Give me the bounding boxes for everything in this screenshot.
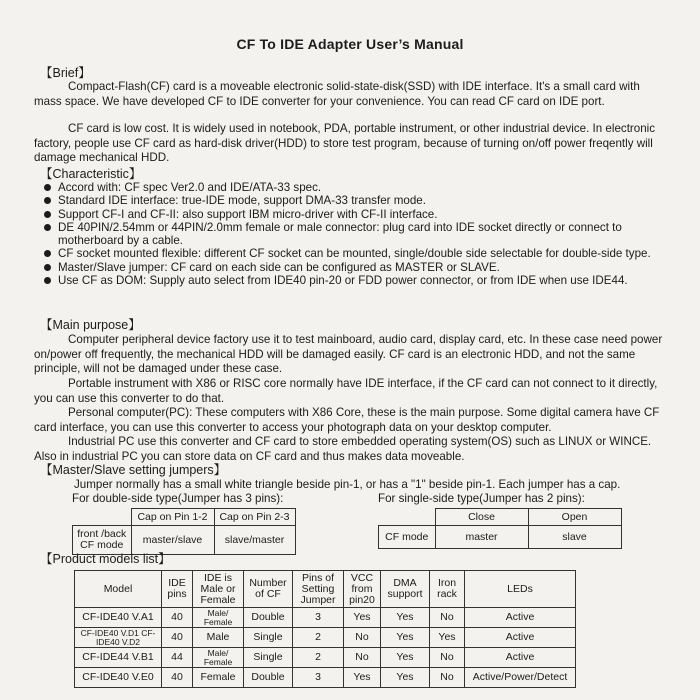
purpose-paragraph-2: Portable instrument with X86 or RISC core normally have IDE interface, if the CF card can not connect to it directly, you can use this converter to do that. [34, 377, 658, 405]
table-cell: Active [465, 648, 576, 668]
table-cell: CF-IDE40 V.D1 CF-IDE40 V.D2 [75, 628, 162, 648]
list-item: DE 40PIN/2.54mm or 44PIN/2.0mm female or male connector: plug card into IDE socket directly or connect to motherboard by a cable. [40, 221, 668, 248]
section-heading-models: 【Product models list】 [40, 552, 171, 566]
characteristic-list [40, 181, 668, 287]
table-cell: Yes [381, 608, 430, 628]
list-item: Standard IDE interface: true-IDE mode, support DMA-33 transfer mode. [40, 194, 668, 207]
table-header: LEDs [465, 571, 576, 608]
brief-paragraph-2: CF card is low cost. It is widely used in notebook, PDA, portable instrument, or other industrial device. In electronic factory, people use CF card as hard-disk driver(HDD) to store test program, because of turning on/off power freqently will damage mechanical HDD. [34, 122, 656, 165]
table-cell: 40 [162, 608, 193, 628]
list-item: CF socket mounted flexible: different CF socket can be mounted, single/double side selectable for double-side type. [40, 247, 668, 260]
table-header: Cap on Pin 1-2 [131, 509, 214, 526]
list-item: Support CF-I and CF-II: also support IBM micro-driver with CF-II interface. [40, 208, 668, 221]
table-header: Pins of Setting Jumper [293, 571, 344, 608]
table-cell: CF-IDE40 V.E0 [75, 668, 162, 688]
table-header: DMA support [381, 571, 430, 608]
table-cell: 44 [162, 648, 193, 668]
brief-paragraph-1: Compact-Flash(CF) card is a moveable electronic solid-state-disk(SSD) with IDE interface. It's a small card with mass space. We have developed CF to IDE converter for your convenience. You can read CF card on IDE port. [34, 80, 640, 108]
table-row [75, 668, 576, 688]
purpose-paragraph-1: Computer peripheral device factory use it to test mainboard, audio card, display card, etc. In these case need power on/power off frequently, the mechanical HDD will be damaged easily. CF card is an electronic HDD, and not the same principle, will not be damaged under these case. [34, 333, 663, 376]
table-header: Iron rack [430, 571, 465, 608]
table-header: Model [75, 571, 162, 608]
single-side-label: For single-side type(Jumper has 2 pins): [378, 492, 585, 505]
table-cell: No [430, 648, 465, 668]
table-cell: 3 [293, 608, 344, 628]
table-cell: Yes [381, 628, 430, 648]
section-heading-jumpers: 【Master/Slave setting jumpers】 [40, 463, 227, 477]
section-heading-main-purpose: 【Main purpose】 [40, 318, 141, 332]
table-row [75, 628, 576, 648]
table-cell: Single [244, 648, 293, 668]
table-cell: Female [193, 668, 244, 688]
table-header: Number of CF [244, 571, 293, 608]
table-cell: Yes [381, 668, 430, 688]
double-side-jumper-table [72, 508, 296, 555]
table-cell: Male/ Female [193, 648, 244, 668]
double-side-label: For double-side type(Jumper has 3 pins): [72, 492, 284, 505]
table-cell: Yes [344, 608, 381, 628]
table-cell: Yes [344, 668, 381, 688]
table-cell: Double [244, 608, 293, 628]
table-cell: Yes [381, 648, 430, 668]
section-heading-brief: 【Brief】 [40, 66, 91, 80]
table-cell: Yes [430, 628, 465, 648]
table-row [75, 608, 576, 628]
single-side-jumper-table [378, 508, 622, 549]
table-header: Close [435, 509, 528, 526]
table-row-label: CF mode [379, 526, 436, 549]
table-cell: CF-IDE44 V.B1 [75, 648, 162, 668]
product-models-table [74, 570, 576, 688]
purpose-paragraph-4: Industrial PC use this converter and CF card to store embedded operating system(OS) such as LINUX or WINCE. Also in industrial PC you can store data on CF card and thus makes data moveable. [34, 435, 652, 463]
table-header: IDE is Male or Female [193, 571, 244, 608]
list-item: Master/Slave jumper: CF card on each side can be configured as MASTER or SLAVE. [40, 261, 668, 274]
table-cell: Single [244, 628, 293, 648]
section-heading-characteristic: 【Characteristic】 [40, 167, 142, 181]
table-cell: No [344, 648, 381, 668]
table-header: Cap on Pin 2-3 [214, 509, 295, 526]
table-cell: 3 [293, 668, 344, 688]
table-cell: master/slave [131, 526, 214, 555]
table-cell: slave/master [214, 526, 295, 555]
table-cell: Active [465, 628, 576, 648]
table-header: Open [528, 509, 621, 526]
list-item: Accord with: CF spec Ver2.0 and IDE/ATA-33 spec. [40, 181, 668, 194]
table-row-label: front /back CF mode [73, 526, 132, 555]
table-cell: 2 [293, 648, 344, 668]
purpose-paragraph-3: Personal computer(PC): These computers with X86 Core, these is the main purpose. Some digital camera have CF card interface, you can use this converter to access your photograph data on your desktop computer. [34, 406, 660, 434]
table-cell: No [430, 608, 465, 628]
table-cell: 2 [293, 628, 344, 648]
table-cell: No [344, 628, 381, 648]
table-row [75, 648, 576, 668]
table-header: VCC from pin20 [344, 571, 381, 608]
table-cell: 40 [162, 668, 193, 688]
table-cell: slave [528, 526, 621, 549]
table-cell: Double [244, 668, 293, 688]
table-cell: Male [193, 628, 244, 648]
page-title: CF To IDE Adapter User’s Manual [236, 36, 464, 52]
list-item: Use CF as DOM: Supply auto select from IDE40 pin-20 or FDD power connector, or from IDE when use IDE44. [40, 274, 668, 287]
table-cell: No [430, 668, 465, 688]
table-cell: Active/Power/Detect [465, 668, 576, 688]
table-cell: Active [465, 608, 576, 628]
table-cell: Male/ Female [193, 608, 244, 628]
table-header: IDE pins [162, 571, 193, 608]
table-cell: CF-IDE40 V.A1 [75, 608, 162, 628]
jumper-intro: Jumper normally has a small white triangle beside pin-1, or has a "1" beside pin-1. Each jumper has a cap. [74, 478, 621, 491]
table-cell: master [435, 526, 528, 549]
table-cell: 40 [162, 628, 193, 648]
